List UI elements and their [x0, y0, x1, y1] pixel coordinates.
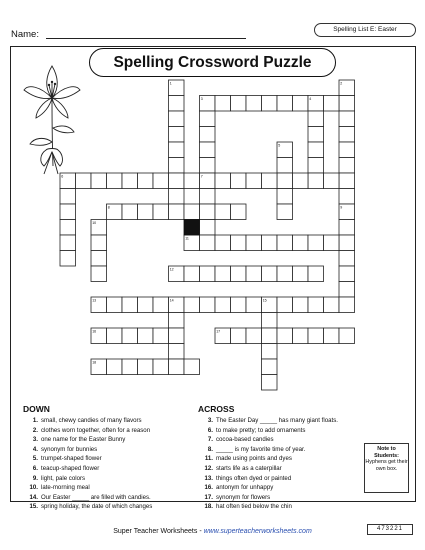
crossword-cell[interactable] [339, 266, 355, 282]
crossword-cell[interactable] [215, 173, 231, 189]
crossword-cell[interactable] [262, 266, 278, 282]
down-clue: 1. small, chewy candies of many flavors [32, 417, 142, 424]
crossword-cell[interactable] [122, 297, 138, 313]
crossword-cell[interactable] [200, 297, 216, 313]
crossword-cell-number: 5 [278, 143, 281, 148]
crossword-cell[interactable] [262, 328, 278, 344]
crossword-cell-number: 17 [216, 329, 221, 334]
crossword-cell[interactable] [308, 328, 324, 344]
crossword-cell-number: 18 [92, 360, 97, 365]
note-body: Hyphens get their own box. [365, 459, 408, 472]
crossword-cell[interactable] [200, 158, 216, 174]
footer [0, 528, 425, 535]
crossword-cell[interactable] [184, 359, 200, 375]
footer-brand: Super Teacher Worksheets [113, 528, 198, 535]
crossword-cell-number: 1 [169, 81, 172, 86]
crossword-cell[interactable] [215, 96, 231, 112]
across-clue: 11. made using points and dyes [204, 455, 292, 463]
crossword-cell[interactable] [339, 111, 355, 127]
crossword-cell[interactable] [200, 189, 216, 205]
across-clue: 13. things often dyed or painted [204, 474, 292, 482]
crossword-cell[interactable] [308, 173, 324, 189]
across-clue: 7. cocoa-based candies [207, 436, 274, 444]
crossword-cell[interactable] [246, 328, 262, 344]
crossword-cell[interactable] [200, 142, 216, 158]
crossword-cell[interactable] [215, 266, 231, 282]
crossword-cell[interactable] [169, 189, 185, 205]
crossword-cell-number: 16 [92, 329, 97, 334]
crossword-cell[interactable] [231, 235, 247, 251]
crossword-cell[interactable] [122, 328, 138, 344]
crossword-cell-number: 12 [169, 267, 174, 272]
crossword-cell[interactable] [293, 173, 309, 189]
crossword-cell[interactable] [339, 96, 355, 112]
crossword-cell[interactable] [91, 235, 107, 251]
crossword-cell[interactable] [169, 328, 185, 344]
crossword-cell[interactable] [60, 204, 76, 220]
crossword-cell[interactable] [339, 282, 355, 298]
crossword-cell[interactable] [339, 235, 355, 251]
crossword-cell[interactable] [277, 297, 293, 313]
crossword-cell[interactable] [246, 297, 262, 313]
crossword-cell[interactable] [91, 251, 107, 267]
down-clues [23, 416, 195, 512]
crossword-cell[interactable] [169, 359, 185, 375]
crossword-cell[interactable] [339, 173, 355, 189]
crossword-cell-number: 2 [340, 81, 343, 86]
crossword-cell[interactable] [308, 127, 324, 143]
across-clue: 8. _____ is my favorite time of year. [207, 445, 306, 453]
crossword-cell[interactable] [107, 328, 123, 344]
crossword-cell[interactable] [339, 127, 355, 143]
crossword-cell[interactable] [153, 359, 169, 375]
crossword-cell[interactable] [200, 266, 216, 282]
crossword-cell-number: 11 [185, 236, 189, 241]
crossword-cell[interactable] [262, 96, 278, 112]
footer-url-link[interactable]: www.superteacherworksheets.com [203, 528, 312, 535]
crossword-cell[interactable] [169, 344, 185, 360]
crossword-cell[interactable] [262, 173, 278, 189]
crossword-cell[interactable] [231, 204, 247, 220]
crossword-cell[interactable] [122, 359, 138, 375]
across-clue: 3. The Easter Day _____ has many giant floats. [207, 417, 338, 424]
crossword-cell[interactable] [246, 173, 262, 189]
down-clue: 3. one name for the Easter Bunny [32, 436, 126, 444]
crossword-cell-number: 14 [169, 298, 174, 303]
crossword-cell[interactable] [231, 328, 247, 344]
crossword-cells [60, 80, 355, 390]
note-to-students [364, 443, 409, 493]
crossword-cell[interactable] [339, 328, 355, 344]
crossword-cell[interactable] [200, 111, 216, 127]
crossword-cell[interactable] [324, 235, 340, 251]
crossword-cell[interactable] [324, 297, 340, 313]
crossword-cell[interactable] [293, 328, 309, 344]
name-label: Name: [11, 29, 39, 40]
crossword-cell[interactable] [138, 359, 154, 375]
crossword-cell[interactable] [262, 375, 278, 391]
crossword-cell[interactable] [60, 189, 76, 205]
crossword-cell[interactable] [107, 297, 123, 313]
crossword-cell[interactable] [169, 142, 185, 158]
down-clue: 2. clothes worn together, often for a reason [32, 426, 151, 434]
crossword-cell[interactable] [184, 297, 200, 313]
crossword-cell[interactable] [308, 297, 324, 313]
across-clues [198, 416, 358, 512]
crossword-cell[interactable] [246, 235, 262, 251]
crossword-cell[interactable] [293, 266, 309, 282]
crossword-cell[interactable] [277, 189, 293, 205]
note-title: Note to Students: [374, 446, 399, 459]
crossword-cell[interactable] [122, 204, 138, 220]
crossword-cell[interactable] [324, 173, 340, 189]
down-clue: 6. teacup-shaped flower [32, 464, 100, 472]
crossword-cell[interactable] [215, 204, 231, 220]
crossword-cell[interactable] [231, 173, 247, 189]
crossword-cell-number: 6 [61, 174, 64, 179]
crossword-cell[interactable] [200, 235, 216, 251]
crossword-cell[interactable] [169, 158, 185, 174]
crossword-cell[interactable] [91, 173, 107, 189]
crossword-cell[interactable] [122, 173, 138, 189]
crossword-cell[interactable] [339, 189, 355, 205]
across-clue: 6. to make pretty; to add ornaments [207, 426, 306, 434]
crossword-cell[interactable] [215, 297, 231, 313]
down-clue: 10. late-morning meal [29, 484, 90, 492]
crossword-cell[interactable] [231, 297, 247, 313]
crossword-cell[interactable] [246, 266, 262, 282]
crossword-cell[interactable] [169, 204, 185, 220]
crossword-cell[interactable] [277, 328, 293, 344]
crossword-cell-number: 15 [262, 298, 267, 303]
crossword-cell[interactable] [169, 127, 185, 143]
crossword-cell[interactable] [107, 173, 123, 189]
crossword-cell[interactable] [277, 96, 293, 112]
crossword-cell[interactable] [60, 235, 76, 251]
down-clue: 5. trumpet-shaped flower [32, 455, 102, 463]
crossword-cell[interactable] [138, 297, 154, 313]
crossword-cell[interactable] [60, 220, 76, 236]
crossword-cell[interactable] [184, 204, 200, 220]
crossword-cell-number: 13 [92, 298, 97, 303]
crossword-cell[interactable] [277, 266, 293, 282]
crossword-cell[interactable] [339, 251, 355, 267]
crossword-cell[interactable] [262, 359, 278, 375]
footer-separator: - [197, 528, 204, 535]
crossword-cell[interactable] [138, 173, 154, 189]
across-clue: 17. synonym for flowers [204, 493, 271, 501]
crossword-cell[interactable] [308, 111, 324, 127]
crossword-cell[interactable] [184, 266, 200, 282]
crossword-cell[interactable] [308, 235, 324, 251]
crossword-cell[interactable] [169, 313, 185, 329]
crossword-cell[interactable] [277, 158, 293, 174]
crossword-cell[interactable] [107, 359, 123, 375]
crossword-cell[interactable] [277, 173, 293, 189]
crossword-cell[interactable] [262, 313, 278, 329]
crossword-cell[interactable] [324, 328, 340, 344]
spelling-list-badge: Spelling List E: Easter [314, 23, 416, 37]
crossword-cell-number: 3 [200, 97, 203, 102]
document-code: 473221 [367, 524, 413, 535]
crossword-cell[interactable] [76, 173, 92, 189]
across-clue: 18. hat often tied below the chin [204, 503, 292, 511]
crossword-cell[interactable] [262, 344, 278, 360]
crossword-cell[interactable] [169, 96, 185, 112]
down-clue: 15. spring holiday, the date of which changes [29, 503, 153, 511]
crossword-cell[interactable] [293, 96, 312, 112]
crossword-cell[interactable] [169, 173, 185, 189]
crossword-cell[interactable] [153, 204, 169, 220]
crossword-cell[interactable] [262, 235, 278, 251]
crossword-cell[interactable] [277, 235, 293, 251]
crossword-cell[interactable] [231, 96, 247, 112]
crossword-cell[interactable] [215, 235, 231, 251]
crossword-cell[interactable] [184, 173, 200, 189]
crossword-cell[interactable] [153, 328, 169, 344]
crossword-black-cell [184, 220, 200, 236]
across-clue: 12. starts life as a caterpillar [204, 464, 282, 472]
crossword-cell-number: 8 [107, 205, 110, 210]
crossword-cell[interactable] [308, 142, 324, 158]
crossword-cell[interactable] [339, 220, 355, 236]
crossword-cell[interactable] [231, 266, 247, 282]
crossword-cell[interactable] [339, 297, 355, 313]
crossword-cell[interactable] [293, 297, 309, 313]
crossword-cell-number: 4 [309, 97, 312, 102]
down-heading: DOWN [23, 404, 50, 414]
crossword-cell[interactable] [200, 220, 216, 236]
crossword-cell[interactable] [339, 142, 355, 158]
crossword-cell[interactable] [153, 173, 169, 189]
crossword-cell[interactable] [308, 266, 324, 282]
crossword-cell[interactable] [60, 251, 76, 267]
crossword-cell[interactable] [324, 96, 340, 112]
crossword-cell[interactable] [153, 297, 169, 313]
crossword-cell[interactable] [138, 204, 154, 220]
crossword-cell[interactable] [138, 328, 154, 344]
crossword-cell[interactable] [169, 111, 185, 127]
across-heading: ACROSS [198, 404, 235, 414]
crossword-cell[interactable] [339, 158, 355, 174]
down-clue: 9. light, pale colors [32, 474, 86, 482]
crossword-cell-number: 9 [340, 205, 343, 210]
down-clue: 14. Our Easter _____ are filled with candies. [29, 493, 151, 501]
puzzle-title: Spelling Crossword Puzzle [89, 48, 336, 77]
crossword-cell[interactable] [91, 266, 107, 282]
crossword-cell[interactable] [200, 204, 216, 220]
crossword-cell[interactable] [200, 127, 216, 143]
crossword-cell-number: 10 [92, 221, 97, 226]
crossword-cell[interactable] [293, 235, 309, 251]
crossword-cell-number: 7 [200, 174, 203, 179]
crossword-cell[interactable] [308, 158, 324, 174]
down-clue: 4. synonym for bunnies [32, 445, 98, 453]
crossword-cell[interactable] [246, 96, 262, 112]
across-clue: 16. antonym for unhappy [204, 484, 274, 492]
crossword-cell[interactable] [277, 204, 293, 220]
